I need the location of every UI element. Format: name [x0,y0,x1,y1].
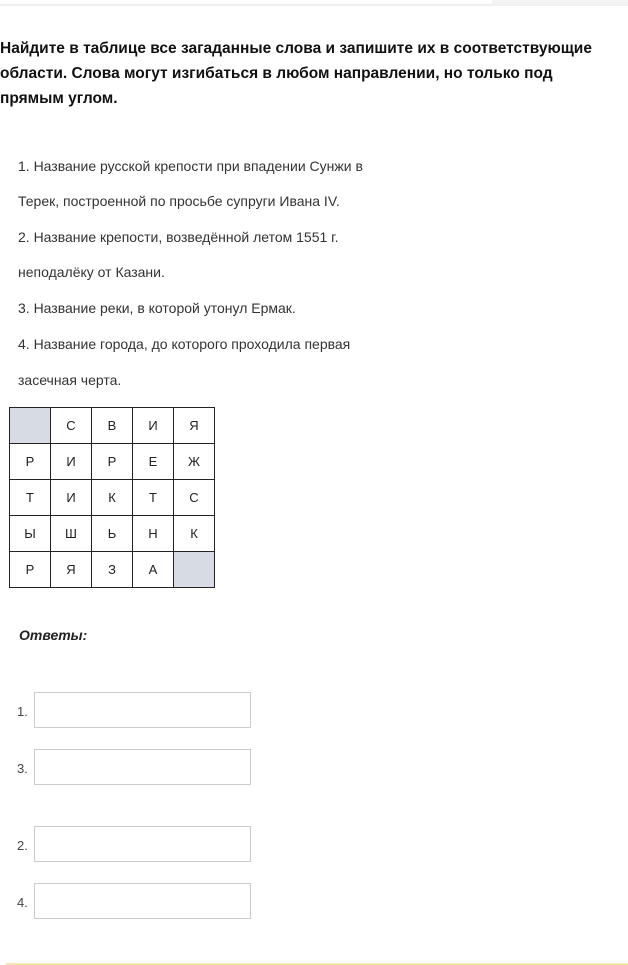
question-text: 1. Название русской крепости при впадении Сунжи в [18,158,363,174]
grid-row [10,480,215,516]
answer-row [17,749,257,787]
title-line: Найдите в таблице все загаданные слова и запишите их в соответствующие [0,40,592,57]
grid-cell: А [133,552,174,588]
answer-row [17,826,257,864]
grid-cell: С [51,408,92,444]
letter-grid [9,407,215,588]
title-line: прямым углом. [0,90,118,107]
grid-cell: Р [10,552,51,588]
answer-number: 3. [17,761,28,776]
answer-input-1[interactable] [34,692,251,728]
question-text: 4. Название города, до которого проходила первая [18,336,351,352]
question-text: 2. Название крепости, возведённой летом 1551 г. [18,229,339,245]
answer-number: 4. [17,895,28,910]
task-title [0,36,628,111]
question-text: неподалёку от Казани. [18,264,165,280]
grid-row [10,516,215,552]
grid-cell: Ш [51,516,92,552]
grid-cell: К [92,480,133,516]
grid-row [10,444,215,480]
grid-row [10,552,215,588]
grid-cell: Ж [174,444,215,480]
answer-row [17,883,257,921]
top-panel [492,0,628,5]
grid-cell: Т [10,480,51,516]
grid-cell: И [51,444,92,480]
grid-cell: И [133,408,174,444]
answer-input-3[interactable] [34,749,251,785]
answer-input-2[interactable] [34,826,251,862]
answer-input-4[interactable] [34,883,251,919]
answer-number: 1. [17,704,28,719]
question-text: Терек, построенной по просьбе супруги Ивана IV. [18,193,340,209]
grid-cell: С [174,480,215,516]
question-text: 3. Название реки, в которой утонул Ермак. [18,300,296,316]
grid-cell-empty [10,408,51,444]
grid-cell: И [51,480,92,516]
answer-number: 2. [17,838,28,853]
title-line: области. Слова могут изгибаться в любом направлении, но только под [0,65,553,82]
grid-cell: Я [51,552,92,588]
grid-cell: Р [92,444,133,480]
grid-cell: В [92,408,133,444]
answers-label: Ответы: [19,627,88,643]
grid-cell: Р [10,444,51,480]
question-text: засечная черта. [18,372,122,388]
grid-cell: К [174,516,215,552]
grid-cell: З [92,552,133,588]
grid-cell: Н [133,516,174,552]
grid-cell: Я [174,408,215,444]
grid-cell: Т [133,480,174,516]
grid-cell-empty [174,552,215,588]
grid-row [10,408,215,444]
grid-cell: Ь [92,516,133,552]
grid-cell: Ы [10,516,51,552]
answer-row [17,692,257,730]
grid-cell: Е [133,444,174,480]
